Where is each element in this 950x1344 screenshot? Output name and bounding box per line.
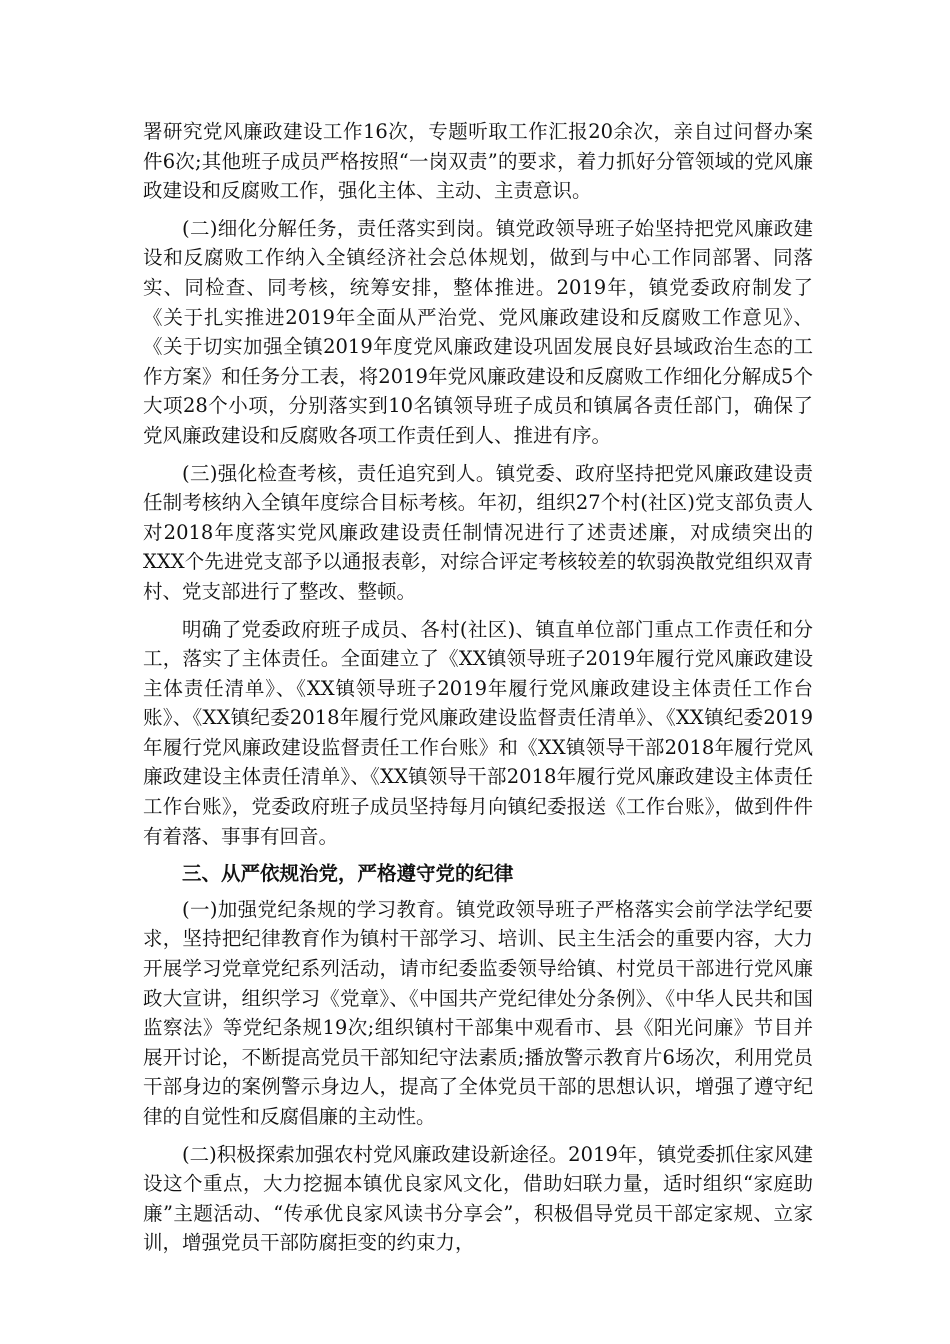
paragraph-task-breakdown: (二)细化分解任务，责任落实到岗。镇党政领导班子始坚持把党风廉政建设和反腐败工作纳入全镇经济社会总体规划，做到与中心工作同部署、同落实、同检查、同考核，统筹安排，整体推进。2019年，镇党委政府制发了《关于扎实推进2019年全面从严治党、党风廉政建设和反腐败工作意见》、《关于切实加强全镇2019年度党风廉政建设巩固发展良好县域政治生态的工作方案》和任务分工表，将2019年党风廉政建设和反腐败工作细化分解成5个大项28个小项，分别落实到10名镇领导班子成员和镇属各责任部门，确保了党风廉政建设和反腐败各项工作责任到人、推进有序。 — [143, 216, 813, 447]
document-page — [143, 117, 813, 1266]
paragraph-responsibility-lists: 明确了党委政府班子成员、各村(社区)、镇直单位部门重点工作责任和分工，落实了主体责任。全面建立了《XX镇领导班子2019年履行党风廉政建设主体责任清单》、《XX镇领导班子2019年履行党风廉政建设主体责任工作台账》、《XX镇纪委2018年履行党风廉政建设监督责任清单》、《XX镇纪委2019年履行党风廉政建设监督责任工作台账》和《XX镇领导干部2018年履行党风廉政建设主体责任清单》、《XX镇领导干部2018年履行党风廉政建设主体责任工作台账》，党委政府班子成员坚持每月向镇纪委报送《工作台账》，做到件件有着落、事事有回音。 — [143, 617, 813, 848]
paragraph-discipline-education: (一)加强党纪条规的学习教育。镇党政领导班子严格落实会前学法学纪要求，坚持把纪律教育作为镇村干部学习、培训、民主生活会的重要内容，大力开展学习党章党纪系列活动，请市纪委监委领导给镇、村党员干部进行党风廉政大宣讲，组织学习《党章》、《中国共产党纪律处分条例》、《中华人民共和国监察法》等党纪条规19次;组织镇村干部集中观看市、县《阳光问廉》节目并展开讨论，不断提高党员干部知纪守法素质;播放警示教育片6场次，利用党员干部身边的案例警示身边人，提高了全体党员干部的思想认识，增强了遵守纪律的自觉性和反腐倡廉的主动性。 — [143, 897, 813, 1128]
paragraph-continuation: 署研究党风廉政建设工作16次，专题听取工作汇报20余次，亲自过问督办案件6次;其他班子成员严格按照“一岗双责”的要求，着力抓好分管领域的党风廉政建设和反腐败工作，强化主体、主动、主责意识。 — [143, 120, 813, 203]
paragraph-inspection-assessment: (三)强化检查考核，责任追究到人。镇党委、政府坚持把党风廉政建设责任制考核纳入全镇年度综合目标考核。年初，组织27个村(社区)党支部负责人对2018年度落实党风廉政建设责任制情况进行了述责述廉，对成绩突出的XXX个先进党支部予以通报表彰，对综合评定考核较差的软弱涣散党组织双青村、党支部进行了整改、整顿。 — [143, 461, 813, 603]
section-heading-3: 三、从严依规治党，严格遵守党的纪律 — [182, 862, 514, 886]
paragraph-rural-integrity: (二)积极探索加强农村党风廉政建设新途径。2019年，镇党委抓住家风建设这个重点，大力挖掘本镇优良家风文化，借助妇联力量，适时组织“家庭助廉”主题活动、“传承优良家风读书分享会”，积极倡导党员干部定家规、立家训，增强党员干部防腐拒变的约束力， — [143, 1142, 813, 1255]
